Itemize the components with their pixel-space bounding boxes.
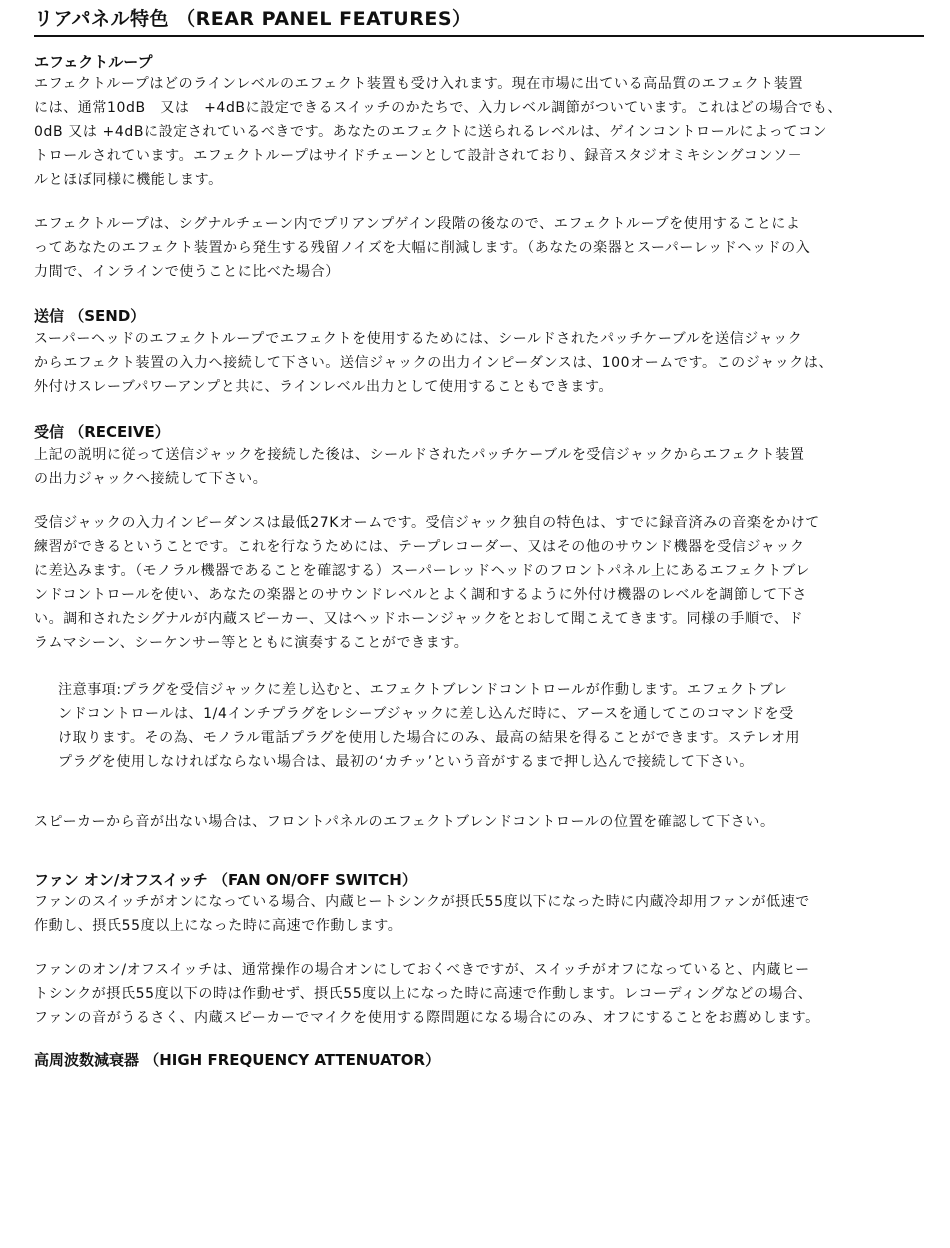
text-line: ファンのオン/オフスイッチは、通常操作の場合オンにしておくべきですが、スイッチがオフになっていると、内蔵ヒー <box>34 962 810 978</box>
text-line: ルとほぼ同様に機能します。 <box>34 172 223 188</box>
receive-paragraph-3 <box>34 810 928 834</box>
send-heading: 送信 （SEND） <box>34 307 146 325</box>
text-line: エフェクトループは、シグナルチェーン内でプリアンプゲイン段階の後なので、エフェクトループを使用することによ <box>34 216 801 232</box>
hf-attenuator-heading: 高周波数減衰器 （HIGH FREQUENCY ATTENUATOR） <box>34 1051 441 1069</box>
effect-loop-heading: エフェクトループ <box>34 53 153 71</box>
text-line: い。調和されたシグナルが内蔵スピーカー、又はヘッドホーンジャックをとおして聞こえてきます。同様の手順で、ド <box>34 611 804 627</box>
text-line: ファンの音がうるさく、内蔵スピーカーでマイクを使用する際問題になる場合にのみ、オフにすることをお薦めします。 <box>34 1010 820 1026</box>
text-line: 外付けスレーブパワーアンプと共に、ラインレベル出力として使用することもできます。 <box>34 379 614 395</box>
text-line: に差込みます。（モノラル機器であることを確認する）スーパーレッドヘッドのフロントパネル上にあるエフェクトブレ <box>34 563 810 579</box>
page-title: リアパネル特色 （REAR PANEL FEATURES） <box>34 6 924 37</box>
text-line: ンドコントロールを使い、あなたの楽器とのサウンドレベルとよく調和するように外付け機器のレベルを調節して下さ <box>34 587 807 603</box>
text-line: 上記の説明に従って送信ジャックを接続した後は、シールドされたパッチケーブルを受信ジャックからエフェクト装置 <box>34 447 805 463</box>
text-line: け取ります。その為、モノラル電話プラグを使用した場合にのみ、最高の結果を得ることができます。ステレオ用 <box>58 730 801 746</box>
text-line: 作動し、摂氏55度以上になった時に高速で作動します。 <box>34 918 403 934</box>
send-paragraph <box>34 327 928 399</box>
text-line: からエフェクト装置の入力へ接続して下さい。送信ジャックの出力インピーダンスは、100オームです。このジャックは、 <box>34 355 834 371</box>
text-line: の出力ジャックへ接続して下さい。 <box>34 471 268 487</box>
text-line: には、通常10dB 又は +4dBに設定できるスイッチのかたちで、入力レベル調節がついています。これはどの場合でも、 <box>34 100 843 116</box>
text-line: 練習ができるということです。これを行なうためには、テープレコーダー、又はその他のサウンド機器を受信ジャック <box>34 539 805 555</box>
receive-heading: 受信 （RECEIVE） <box>34 423 170 441</box>
text-line: スーパーヘッドのエフェクトループでエフェクトを使用するためには、シールドされたパッチケーブルを送信ジャック <box>34 331 803 347</box>
effect-loop-paragraph-1 <box>34 72 928 192</box>
text-line: ってあなたのエフェクト装置から発生する残留ノイズを大幅に削減します。（あなたの楽器とスーパーレッドヘッドの入 <box>34 240 811 256</box>
receive-paragraph-1 <box>34 443 928 491</box>
receive-paragraph-2 <box>34 511 928 655</box>
text-line: スピーカーから音が出ない場合は、フロントパネルのエフェクトブレンドコントロールの位置を確認して下さい。 <box>34 814 775 830</box>
text-line: 注意事項:プラグを受信ジャックに差し込むと、エフェクトブレンドコントロールが作動します。エフェクトブレ <box>58 682 788 698</box>
text-line: 力間で、インラインで使うことに比べた場合） <box>34 264 340 280</box>
text-line: 受信ジャックの入力インピーダンスは最低27Kオームです。受信ジャック独自の特色は、すでに録音済みの音楽をかけて <box>34 515 820 531</box>
effect-loop-paragraph-2 <box>34 212 928 284</box>
text-line: ラムマシーン、シーケンサー等とともに演奏することができます。 <box>34 635 469 651</box>
text-line: トロールされています。エフェクトループはサイドチェーンとして設計されており、録音スタジオミキシングコンソ－ <box>34 148 803 164</box>
text-line: トシンクが摂氏55度以下の時は作動せず、摂氏55度以上になった時に高速で作動します。レコーディングなどの場合、 <box>34 986 813 1002</box>
text-line: プラグを使用しなければならない場合は、最初の‘カチッ’という音がするまで押し込んで接続して下さい。 <box>58 754 754 770</box>
fan-switch-paragraph-1 <box>34 890 928 938</box>
text-line: ファンのスイッチがオンになっている場合、内蔵ヒートシンクが摂氏55度以下になった時に内蔵冷却用ファンが低速で <box>34 894 810 910</box>
text-line: エフェクトループはどのラインレベルのエフェクト装置も受け入れます。現在市場に出ている高品質のエフェクト装置 <box>34 76 804 92</box>
text-line: 0dB 又は +4dBに設定されているべきです。あなたのエフェクトに送られるレベルは、ゲインコントロールによってコン <box>34 124 828 140</box>
receive-note <box>58 678 918 774</box>
text-line: ンドコントロールは、1/4インチプラグをレシーブジャックに差し込んだ時に、アースを通してこのコマンドを受 <box>58 706 794 722</box>
fan-switch-paragraph-2 <box>34 958 928 1030</box>
fan-switch-heading: ファン オン/オフスイッチ （FAN ON/OFF SWITCH） <box>34 871 417 889</box>
